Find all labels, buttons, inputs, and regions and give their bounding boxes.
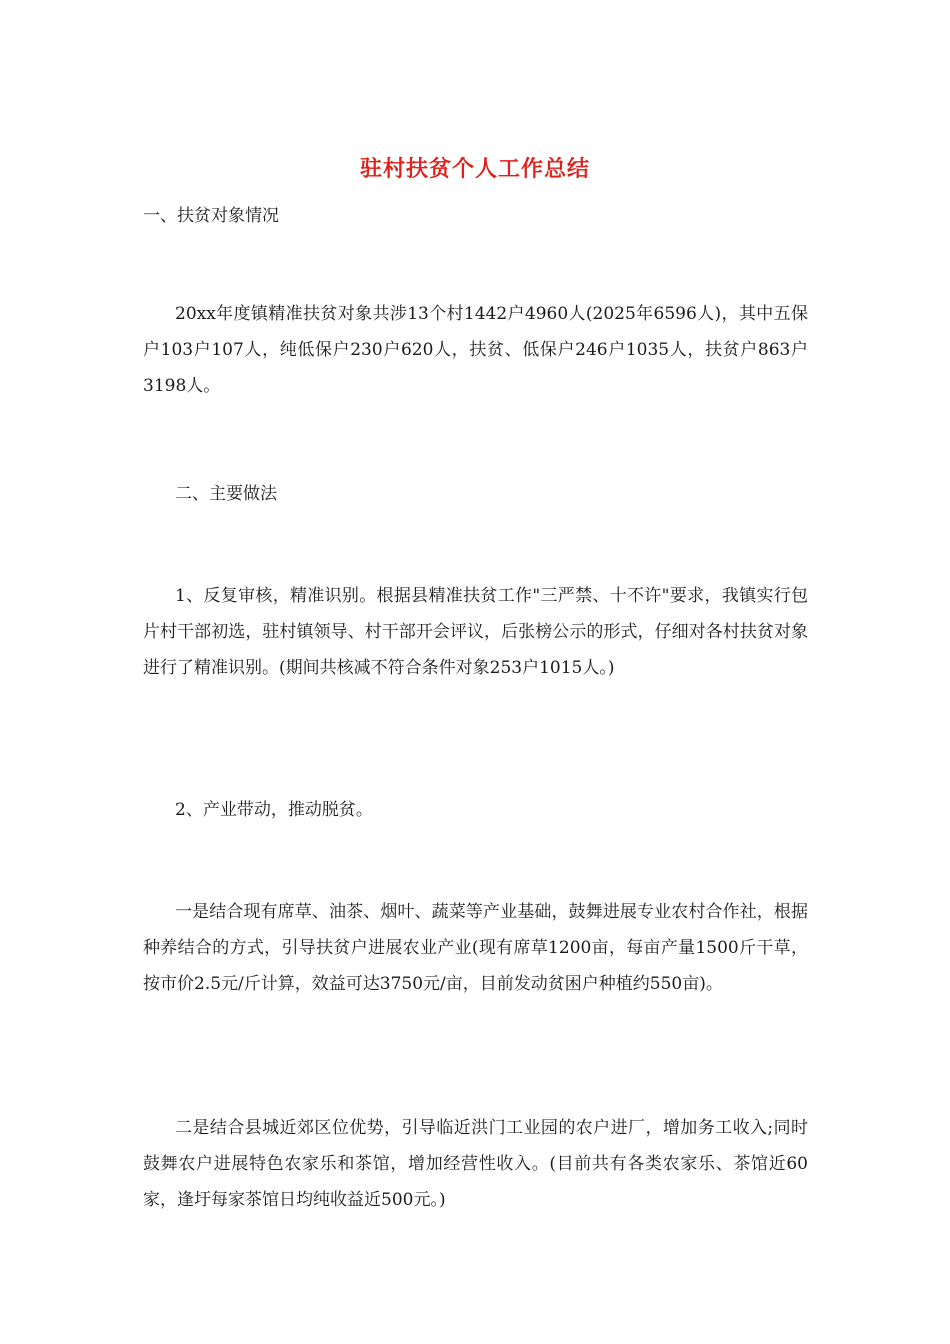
section-heading-target-situation: 一、扶贫对象情况 <box>143 206 279 226</box>
paragraph-agriculture-industry: 一是结合现有席草、油茶、烟叶、蔬菜等产业基础，鼓舞进展专业农村合作社，根据种养结合的方式，引导扶贫户进展农业产业(现有席草1200亩，每亩产量1500斤干草，按市价2.5元/斤计算，效益可达3750元/亩，目前发动贫困户种植约550亩)。 <box>143 902 808 994</box>
subheading-industry-driven: 2、产业带动，推动脱贫。 <box>175 800 373 820</box>
paragraph-suburban-advantage: 二是结合县城近郊区位优势，引导临近洪门工业园的农户进厂，增加务工收入;同时鼓舞农户进展特色农家乐和茶馆，增加经营性收入。(目前共有各类农家乐、茶馆近60家，逢圩每家茶馆日均纯收益近500元。) <box>143 1118 808 1210</box>
section-heading-main-practices: 二、主要做法 <box>175 484 277 504</box>
paragraph-precise-identification: 1、反复审核，精准识别。根据县精准扶贫工作"三严禁、十不许"要求，我镇实行包片村干部初选，驻村镇领导、村干部开会评议，后张榜公示的形式，仔细对各村扶贫对象进行了精准识别。(期间共核减不符合条件对象253户1015人。) <box>143 586 808 678</box>
paragraph-target-statistics: 20xx年度镇精准扶贫对象共涉13个村1442户4960人(2025年6596人)，其中五保户103户107人，纯低保户230户620人，扶贫、低保户246户1035人，扶贫户863户3198人。 <box>143 304 808 396</box>
document-title: 驻村扶贫个人工作总结 <box>359 156 590 182</box>
